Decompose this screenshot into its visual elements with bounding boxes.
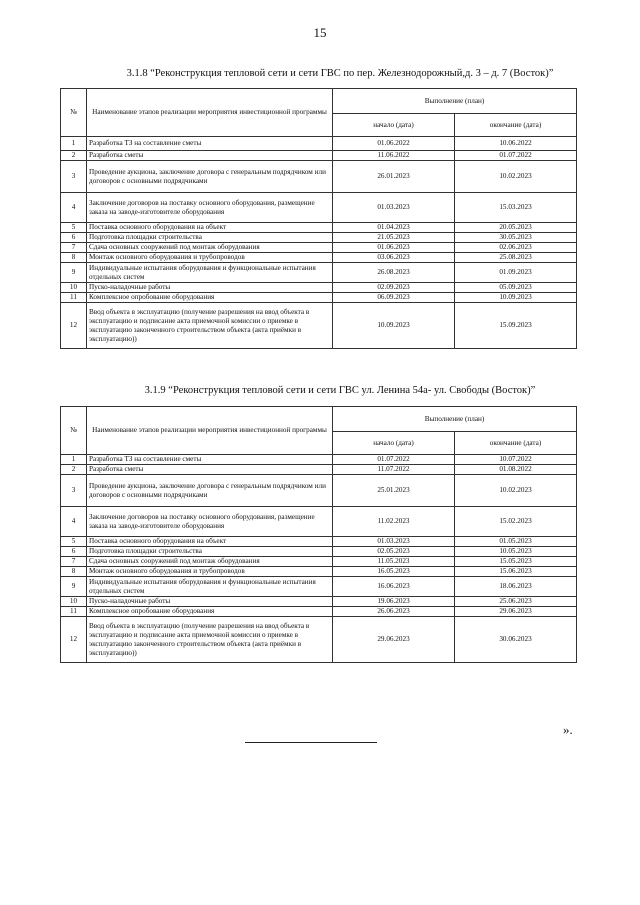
header-stage: Наименование этапов реализации мероприятия инвестиционной программы — [87, 89, 333, 137]
end-date: 10.07.2022 — [455, 455, 577, 465]
start-date: 11.05.2023 — [333, 557, 455, 567]
stage-name: Ввод объекта в эксплуатацию (получение разрешения на ввод объекта в эксплуатацию и подписание акта приемочной комиссии о приемке в эксплуатацию законченного строительством объекта (акта приёмки в эксплуатацию)) — [87, 303, 333, 349]
end-date: 30.06.2023 — [455, 617, 577, 663]
start-date: 02.05.2023 — [333, 547, 455, 557]
table-row — [61, 537, 577, 547]
start-date: 02.09.2023 — [333, 283, 455, 293]
schedule-table-3-1-8 — [60, 88, 577, 349]
start-date: 26.06.2023 — [333, 607, 455, 617]
row-number: 5 — [61, 537, 87, 547]
row-number: 10 — [61, 283, 87, 293]
start-date: 01.04.2023 — [333, 223, 455, 233]
end-date: 02.06.2023 — [455, 243, 577, 253]
end-date: 10.06.2022 — [455, 137, 577, 151]
table-row — [61, 253, 577, 263]
end-date: 18.06.2023 — [455, 577, 577, 597]
stage-name: Проведение аукциона, заключение договора с генеральным подрядчиком или договоров с основными подрядчиками — [87, 475, 333, 507]
row-number: 5 — [61, 223, 87, 233]
row-number: 6 — [61, 547, 87, 557]
stage-name: Индивидуальные испытания оборудования и функциональные испытания отдельных систем — [87, 263, 333, 283]
table-row — [61, 303, 577, 349]
stage-name: Поставка основного оборудования на объект — [87, 537, 333, 547]
end-date: 25.08.2023 — [455, 253, 577, 263]
row-number: 9 — [61, 263, 87, 283]
table-row — [61, 557, 577, 567]
start-date: 21.05.2023 — [333, 233, 455, 243]
start-date: 06.09.2023 — [333, 293, 455, 303]
table-row — [61, 507, 577, 537]
row-number: 3 — [61, 161, 87, 193]
end-date: 25.06.2023 — [455, 597, 577, 607]
end-date: 15.05.2023 — [455, 557, 577, 567]
table-row — [61, 243, 577, 253]
stage-name: Разработка ТЗ на составление сметы — [87, 137, 333, 151]
table-row — [61, 475, 577, 507]
row-number: 6 — [61, 233, 87, 243]
table-row — [61, 161, 577, 193]
row-number: 4 — [61, 507, 87, 537]
table-row — [61, 547, 577, 557]
stage-name: Заключение договоров на поставку основного оборудования, размещение заказа на заводе-изготовителе оборудования — [87, 507, 333, 537]
table-row — [61, 607, 577, 617]
closing-quote-mark: ». — [563, 722, 573, 737]
stage-name: Поставка основного оборудования на объект — [87, 223, 333, 233]
end-date: 10.05.2023 — [455, 547, 577, 557]
row-number: 11 — [61, 607, 87, 617]
section-heading-3-1-8: 3.1.8 “Реконструкция тепловой сети и сети ГВС по пер. Железнодорожный,д. 3 – д. 7 (Восток)” — [126, 68, 554, 79]
stage-name: Монтаж основного оборудования и трубопроводов — [87, 567, 333, 577]
row-number: 2 — [61, 465, 87, 475]
page-number: 15 — [313, 25, 327, 40]
start-date: 11.06.2022 — [333, 151, 455, 161]
table-row — [61, 263, 577, 283]
table-row — [61, 577, 577, 597]
start-date: 19.06.2023 — [333, 597, 455, 607]
row-number: 8 — [61, 253, 87, 263]
row-number: 7 — [61, 243, 87, 253]
table-row — [61, 597, 577, 607]
schedule-table-3-1-9 — [60, 406, 577, 663]
start-date: 11.02.2023 — [333, 507, 455, 537]
row-number: 2 — [61, 151, 87, 161]
end-date: 20.05.2023 — [455, 223, 577, 233]
start-date: 01.03.2023 — [333, 193, 455, 223]
stage-name: Пуско-наладочные работы — [87, 283, 333, 293]
start-date: 01.03.2023 — [333, 537, 455, 547]
end-date: 29.06.2023 — [455, 607, 577, 617]
header-num: № — [61, 89, 87, 137]
end-date: 15.09.2023 — [455, 303, 577, 349]
row-number: 10 — [61, 597, 87, 607]
stage-name: Сдача основных сооружений под монтаж оборудования — [87, 243, 333, 253]
end-date: 10.02.2023 — [455, 161, 577, 193]
end-date: 01.08.2022 — [455, 465, 577, 475]
start-date: 01.07.2022 — [333, 455, 455, 465]
end-date: 01.05.2023 — [455, 537, 577, 547]
end-date: 01.07.2022 — [455, 151, 577, 161]
start-date: 29.06.2023 — [333, 617, 455, 663]
row-number: 12 — [61, 617, 87, 663]
row-number: 1 — [61, 137, 87, 151]
end-date: 15.06.2023 — [455, 567, 577, 577]
row-number: 9 — [61, 577, 87, 597]
end-date: 30.05.2023 — [455, 233, 577, 243]
stage-name: Комплексное опробование оборудования — [87, 607, 333, 617]
start-date: 16.06.2023 — [333, 577, 455, 597]
end-date: 15.03.2023 — [455, 193, 577, 223]
end-date: 10.02.2023 — [455, 475, 577, 507]
stage-name: Монтаж основного оборудования и трубопроводов — [87, 253, 333, 263]
stage-name: Ввод объекта в эксплуатацию (получение разрешения на ввод объекта в эксплуатацию и подписание акта приемочной комиссии о приемке в эксплуатацию законченного строительством объекта (акта приёмки в эксплуатацию)) — [87, 617, 333, 663]
start-date: 16.05.2023 — [333, 567, 455, 577]
end-date: 01.09.2023 — [455, 263, 577, 283]
header-start: начало (дата) — [333, 114, 455, 137]
stage-name: Заключение договоров на поставку основного оборудования, размещение заказа на заводе-изготовителе оборудования — [87, 193, 333, 223]
row-number: 4 — [61, 193, 87, 223]
table-row — [61, 193, 577, 223]
stage-name: Подготовка площадки строительства — [87, 233, 333, 243]
start-date: 26.08.2023 — [333, 263, 455, 283]
end-date: 05.09.2023 — [455, 283, 577, 293]
table-row — [61, 137, 577, 151]
header-start: начало (дата) — [333, 432, 455, 455]
stage-name: Комплексное опробование оборудования — [87, 293, 333, 303]
row-number: 11 — [61, 293, 87, 303]
table-row — [61, 283, 577, 293]
header-stage: Наименование этапов реализации мероприятия инвестиционной программы — [87, 407, 333, 455]
end-date: 15.02.2023 — [455, 507, 577, 537]
stage-name: Разработка ТЗ на составление сметы — [87, 455, 333, 465]
stage-name: Индивидуальные испытания оборудования и функциональные испытания отдельных систем — [87, 577, 333, 597]
end-date: 10.09.2023 — [455, 293, 577, 303]
stage-name: Разработка сметы — [87, 465, 333, 475]
table-row — [61, 233, 577, 243]
table-row — [61, 223, 577, 233]
stage-name: Пуско-наладочные работы — [87, 597, 333, 607]
table-row — [61, 567, 577, 577]
table-row — [61, 465, 577, 475]
bottom-rule — [245, 742, 377, 743]
start-date: 10.09.2023 — [333, 303, 455, 349]
table-row — [61, 151, 577, 161]
row-number: 1 — [61, 455, 87, 465]
start-date: 25.01.2023 — [333, 475, 455, 507]
stage-name: Сдача основных сооружений под монтаж оборудования — [87, 557, 333, 567]
header-num: № — [61, 407, 87, 455]
table-row — [61, 293, 577, 303]
stage-name: Разработка сметы — [87, 151, 333, 161]
row-number: 8 — [61, 567, 87, 577]
header-execution: Выполнение (план) — [333, 407, 577, 432]
header-execution: Выполнение (план) — [333, 89, 577, 114]
row-number: 7 — [61, 557, 87, 567]
stage-name: Проведение аукциона, заключение договора с генеральным подрядчиком или договоров с основными подрядчиками — [87, 161, 333, 193]
start-date: 11.07.2022 — [333, 465, 455, 475]
header-end: окончание (дата) — [455, 114, 577, 137]
row-number: 3 — [61, 475, 87, 507]
table-row — [61, 617, 577, 663]
row-number: 12 — [61, 303, 87, 349]
header-end: окончание (дата) — [455, 432, 577, 455]
table-row — [61, 455, 577, 465]
start-date: 01.06.2022 — [333, 137, 455, 151]
stage-name: Подготовка площадки строительства — [87, 547, 333, 557]
start-date: 26.01.2023 — [333, 161, 455, 193]
start-date: 01.06.2023 — [333, 243, 455, 253]
start-date: 03.06.2023 — [333, 253, 455, 263]
section-heading-3-1-9: 3.1.9 “Реконструкция тепловой сети и сети ГВС ул. Ленина 54а- ул. Свободы (Восток)” — [144, 385, 536, 396]
